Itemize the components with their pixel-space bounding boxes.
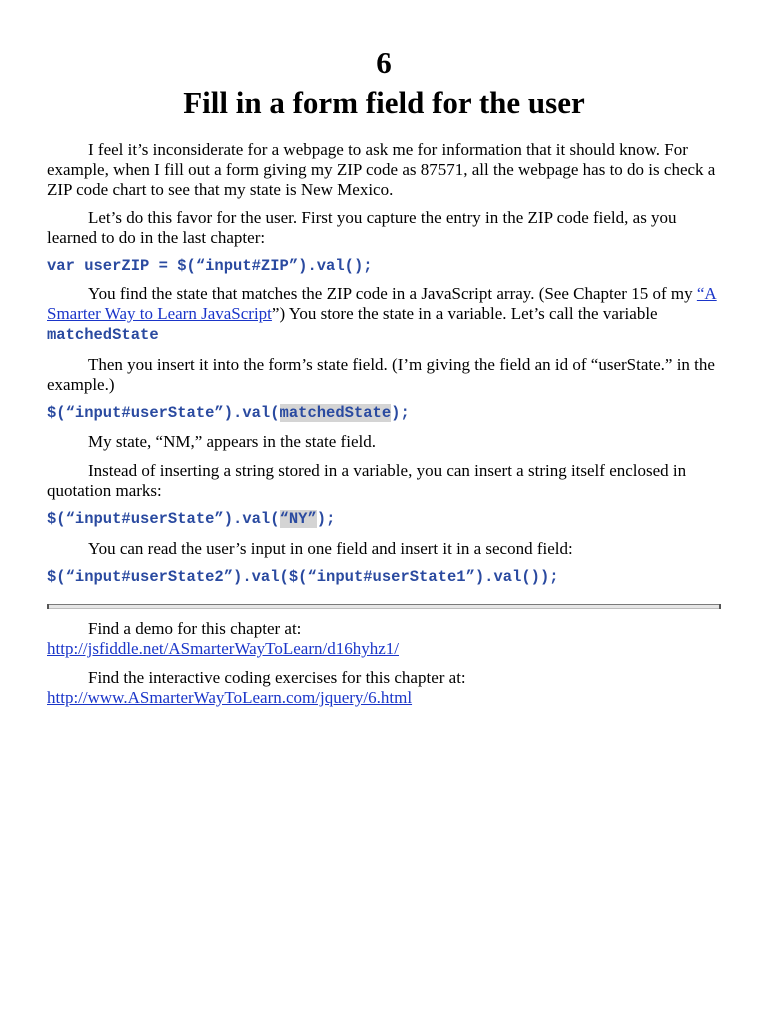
document-page: [47, 44, 721, 708]
paragraph-find-state: [47, 284, 721, 345]
demo-link-line: [47, 639, 721, 659]
code-highlight-ny: “NY”: [279, 510, 317, 528]
paragraph-read-input: You can read the user’s input in one field and insert it in a second field:: [88, 539, 573, 558]
code-line-insert-string: [47, 509, 721, 529]
exercises-label: Find the interactive coding exercises for this chapter at:: [88, 668, 466, 687]
code-text-end: );: [316, 510, 336, 528]
code-text-end: );: [391, 404, 410, 422]
paragraph-insert-string: Instead of inserting a string stored in a variable, you can insert a string itself enclosed in quotation marks:: [47, 461, 687, 500]
code-line-insert-variable: [47, 403, 721, 423]
paragraph-intro: I feel it’s inconsiderate for a webpage to ask me for information that it should know. For example, when I fill out a form giving my ZIP code as 87571, all the webpage has to do is check a ZIP code chart to see that my state is New Mexico.: [47, 140, 716, 199]
demo-label: Find a demo for this chapter at:: [88, 619, 302, 638]
paragraph-insert-state: Then you insert it into the form’s state field. (I’m giving the field an id of “userState.” in the example.): [47, 355, 715, 394]
code-line-user-zip: var userZIP = $(“input#ZIP”).val();: [47, 257, 373, 275]
exercises-link[interactable]: http://www.ASmarterWayToLearn.com/jquery/6.html: [47, 688, 413, 707]
paragraph-capture-zip: Let’s do this favor for the user. First you capture the entry in the ZIP code field, as you learned to do in the last chapter:: [47, 208, 677, 247]
code-line-copy-field: $(“input#userState2”).val($(“input#userState1”).val());: [47, 568, 559, 586]
chapter-number: 6: [376, 45, 392, 80]
code-text: $(“input#userState”).val(: [47, 510, 280, 528]
paragraph-state-appears: My state, “NM,” appears in the state field.: [88, 432, 376, 451]
chapter-title: Fill in a form field for the user: [183, 85, 585, 120]
horizontal-rule: [47, 604, 721, 609]
exercises-link-line: [47, 688, 721, 708]
paragraph-find-state-text: You find the state that matches the ZIP code in a JavaScript array. (See Chapter 15 of my: [88, 284, 697, 303]
demo-link[interactable]: http://jsfiddle.net/ASmarterWayToLearn/d16hyhz1/: [47, 639, 399, 658]
code-text: $(“input#userState”).val(: [47, 404, 280, 422]
code-highlight-matched-state: matchedState: [279, 404, 392, 422]
smarter-way-javascript-link[interactable]: “A Smarter Way to Learn JavaScript: [47, 284, 717, 323]
paragraph-find-state-text-2: ”) You store the state in a variable. Let’s call the variable: [271, 304, 658, 323]
inline-code-matched-state: matchedState: [47, 326, 159, 344]
